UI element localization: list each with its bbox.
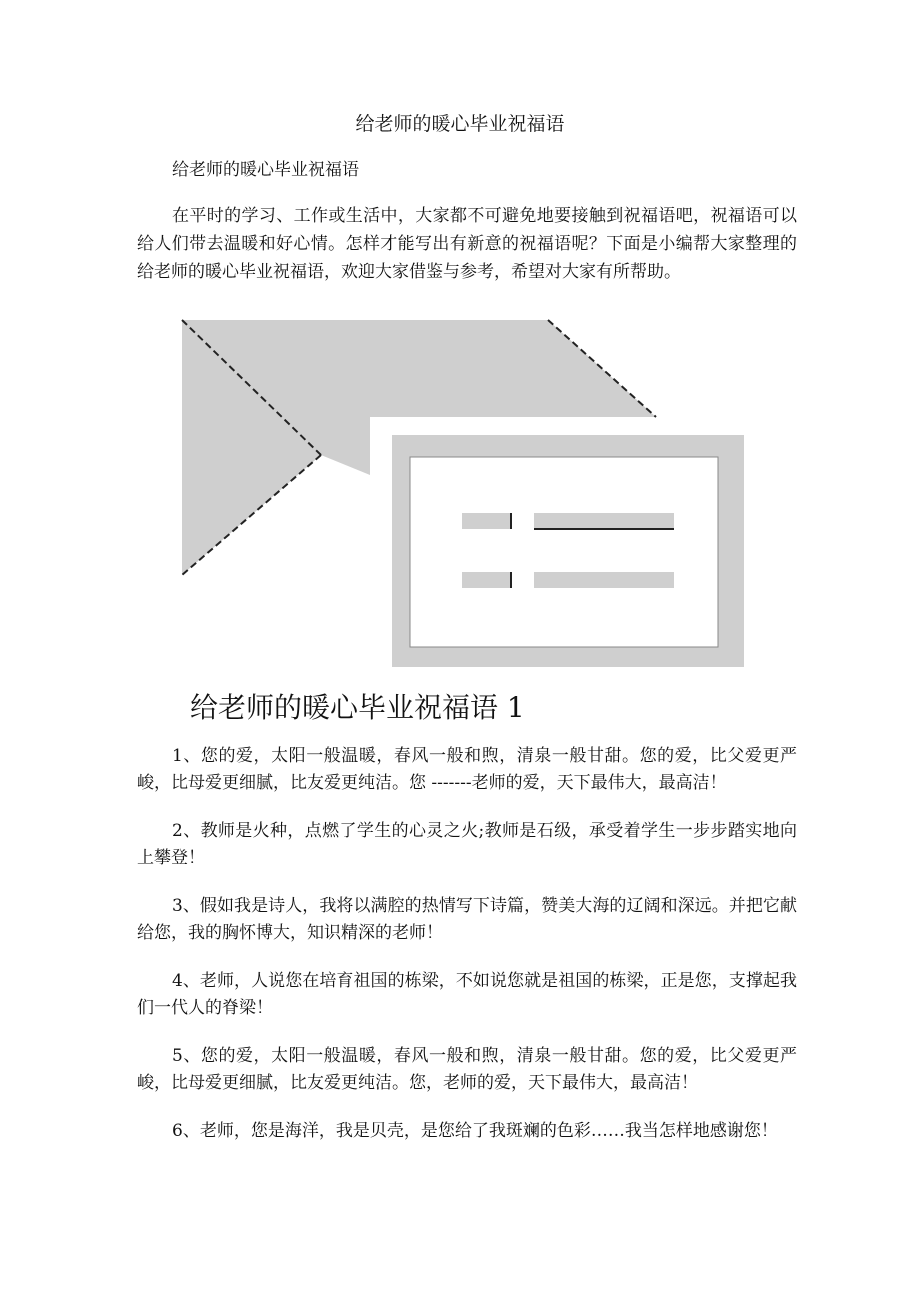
page-title: 给老师的暖心毕业祝福语 — [355, 113, 565, 135]
card-panel — [410, 457, 718, 647]
document-subtitle: 给老师的暖心毕业祝福语 — [172, 160, 359, 180]
card-line-long-1 — [534, 513, 674, 529]
certificate-flag-icon — [178, 315, 748, 670]
list-item: 3、假如我是诗人，我将以满腔的热情写下诗篇，赞美大海的辽阔和深远。并把它献给您，我的胸怀博大，知识精深的老师！ — [137, 896, 797, 943]
list-item: 2、教师是火种，点燃了学生的心灵之火;教师是石级，承受着学生一步步踏实地向上攀登！ — [137, 821, 797, 868]
card-line-long-2 — [534, 572, 674, 588]
list-item: 5、您的爱，太阳一般温暖，春风一般和煦，清泉一般甘甜。您的爱，比父爱更严峻，比母爱更细腻，比友爱更纯洁。您，老师的爱，天下最伟大，最高洁！ — [137, 1046, 797, 1093]
list-item: 1、您的爱，太阳一般温暖，春风一般和煦，清泉一般甘甜。您的爱，比父爱更严峻，比母爱更细腻，比友爱更纯洁。您 -------老师的爱，天下最伟大，最高洁！ — [137, 746, 797, 793]
intro-paragraph: 在平时的学习、工作或生活中，大家都不可避免地要接触到祝福语吧，祝福语可以给人们带去温暖和好心情。怎样才能写出有新意的祝福语呢？下面是小编帮大家整理的给老师的暖心毕业祝福语，欢迎大家借鉴与参考，希望对大家有所帮助。 — [137, 206, 797, 282]
card-back — [370, 417, 388, 667]
list-item: 4、老师，人说您在培育祖国的栋梁，不如说您就是祖国的栋梁，正是您，支撑起我们一代人的脊梁！ — [137, 971, 797, 1018]
blessing-list — [137, 743, 797, 1166]
card-line-short-1 — [462, 513, 510, 529]
section-heading: 给老师的暖心毕业祝福语 1 — [190, 691, 525, 724]
list-item: 6、老师，您是海洋，我是贝壳，是您给了我斑斓的色彩……我当怎样地感谢您！ — [172, 1121, 778, 1141]
card-line-short-2 — [462, 572, 510, 588]
